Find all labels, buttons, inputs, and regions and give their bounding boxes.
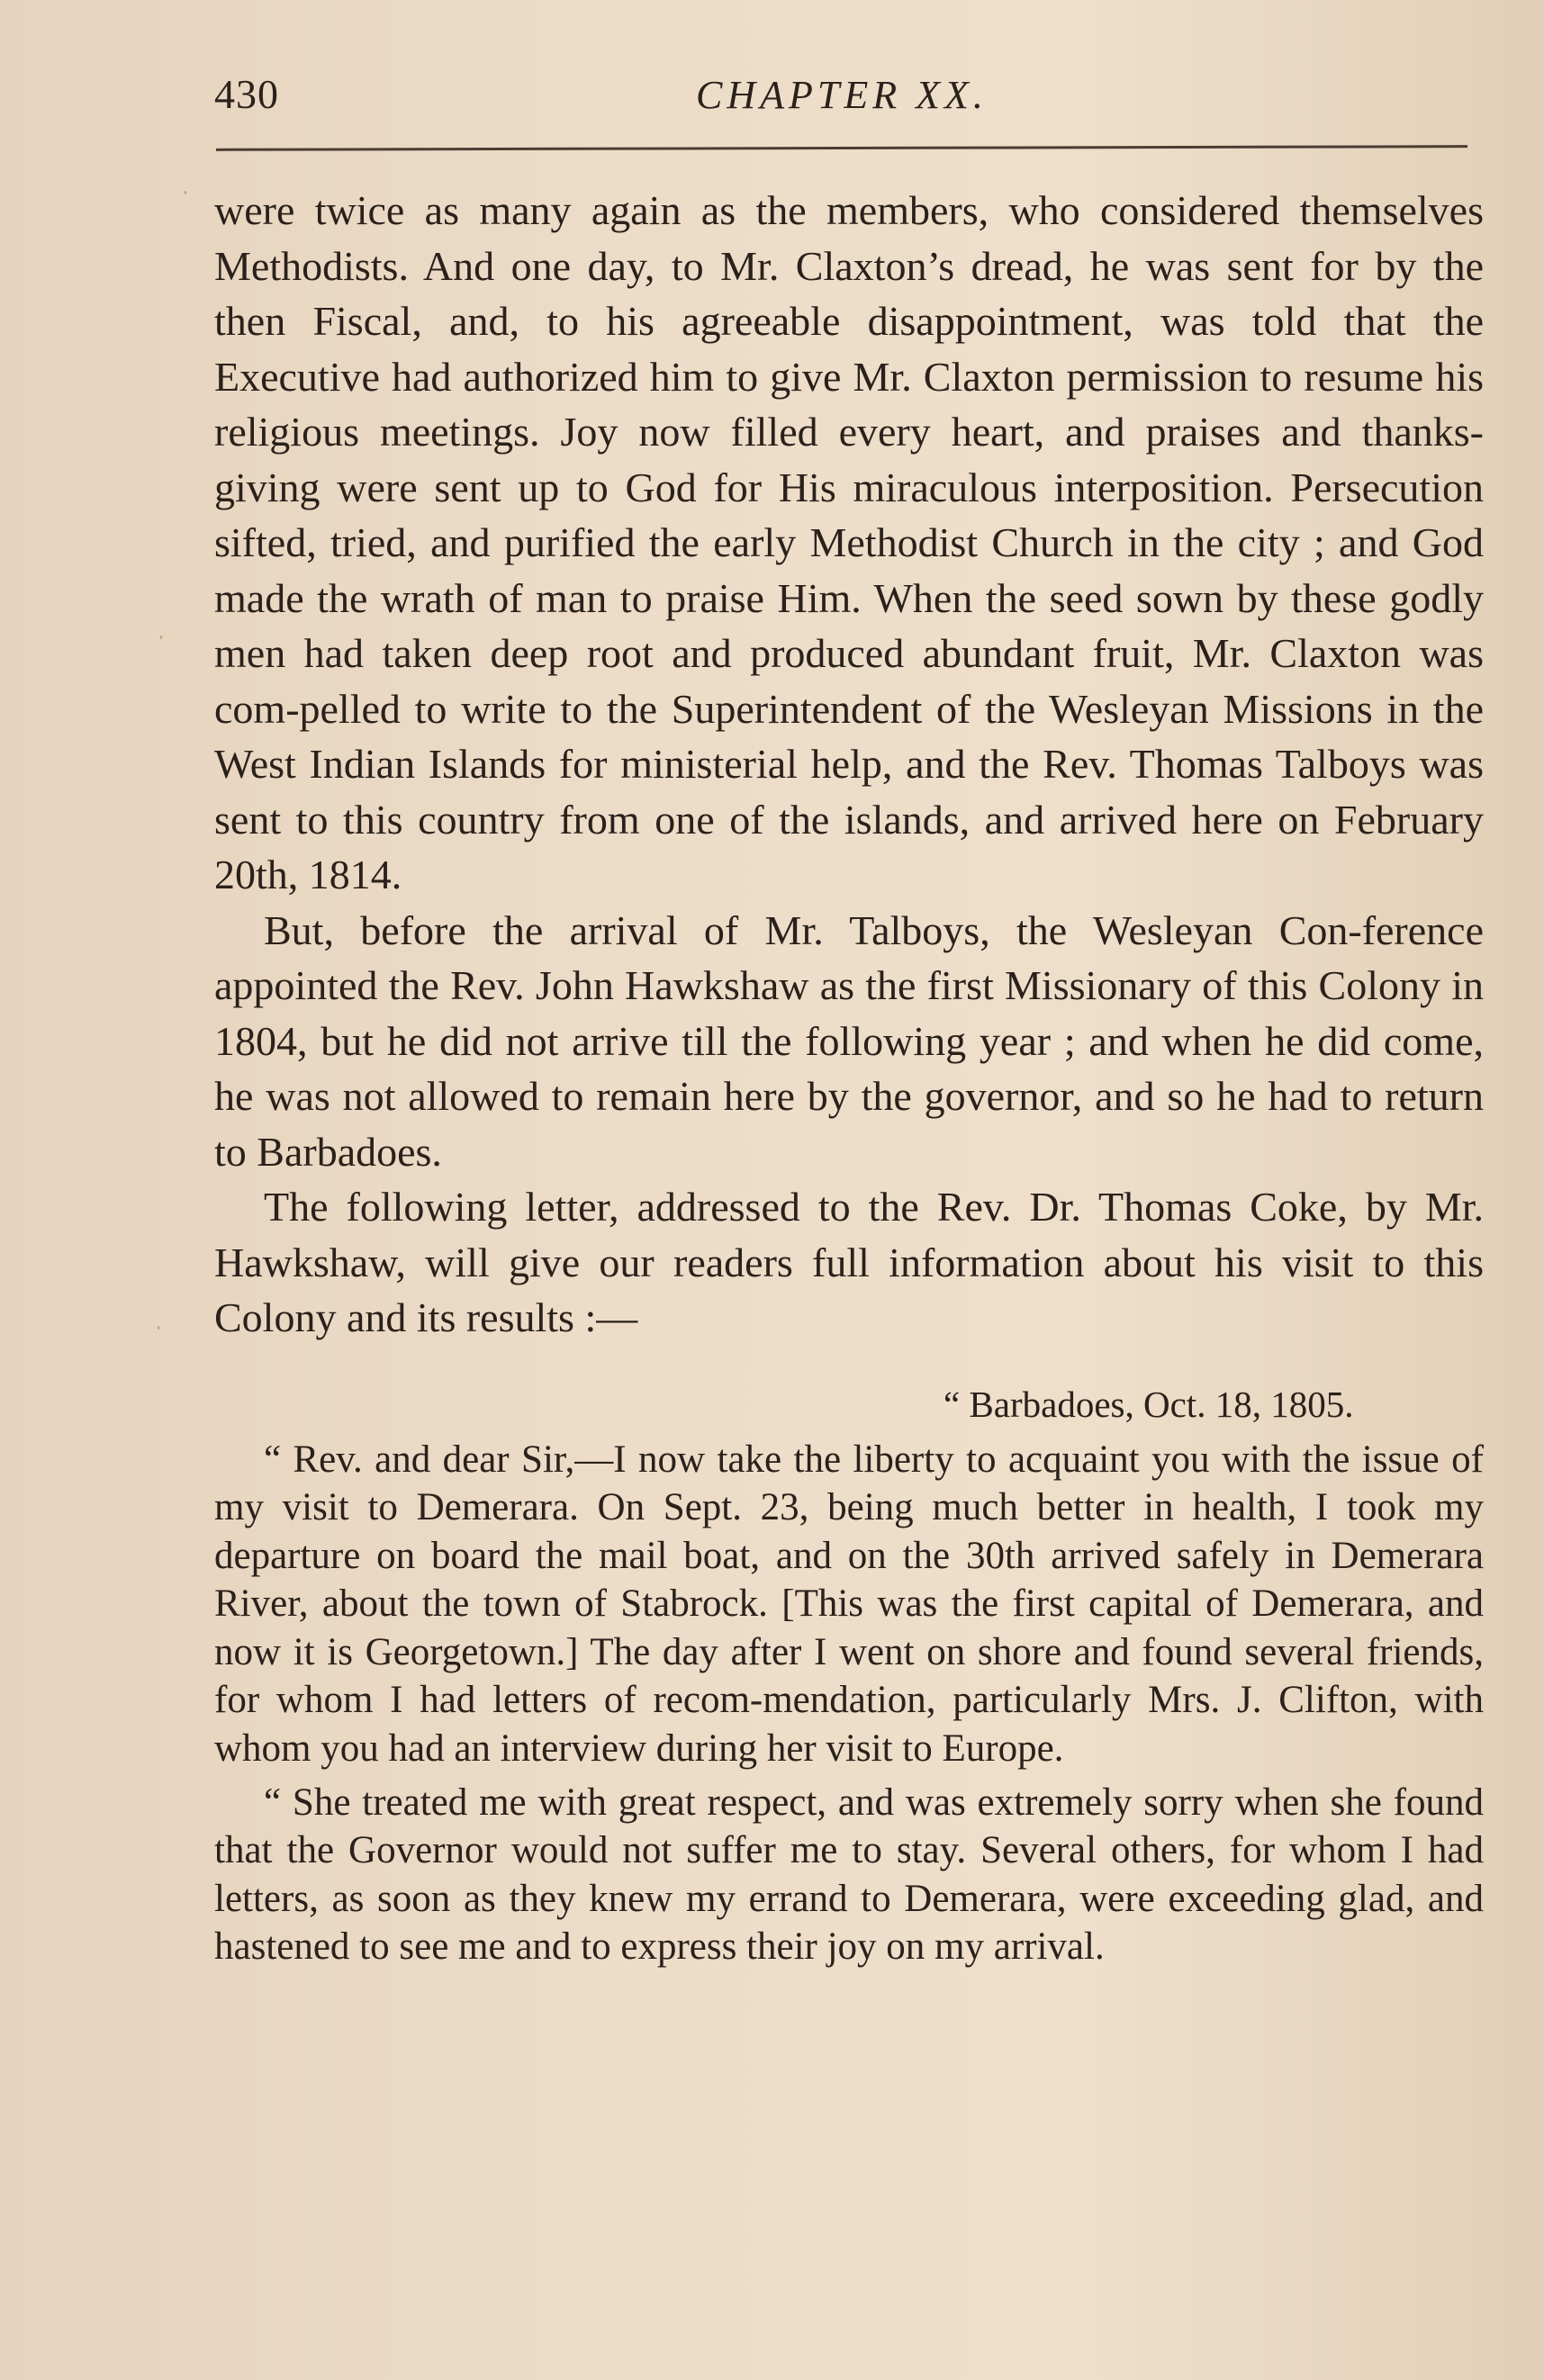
page-header bbox=[214, 70, 1475, 133]
paper-speck bbox=[158, 1326, 159, 1330]
letter-paragraph: “ She treated me with great respect, and was extremely sorry when she found that the Governor would not suffer me to stay. Several others, for whom I had letters, as soon as they knew my errand to Demerara, were exceeding glad, and hastened to see me and to express their joy on my arrival. bbox=[214, 1780, 1484, 1969]
chapter-title: CHAPTER XX. bbox=[696, 73, 988, 117]
letter-dateline: “ Barbadoes, Oct. 18, 1805. bbox=[944, 1383, 1354, 1425]
page-number: 430 bbox=[214, 71, 279, 117]
body-text bbox=[214, 183, 1484, 1971]
paper-speck bbox=[160, 636, 162, 639]
paragraph-continuation: were twice as many again as the members, who considered themselves Methodists. And one day, to Mr. Claxton’s dread, he was sent for by the then Fiscal, and, to his agreeable disappointment, was told that the Executive had authorized him to give Mr. Claxton permission to resume his religious meetings. Joy now filled every heart, and praises and thanks-giving were sent up to God for His miraculous interposition. Persecution sifted, tried, and purified the early Methodist Church in the city ; and God made the wrath of man to praise Him. When the seed sown by these godly men had taken deep root and produced abundant fruit, Mr. Claxton was com-pelled to write to the Superintendent of the Wesleyan Missions in the West Indian Islands for ministerial help, and the Rev. Thomas Talboys was sent to this country from one of the islands, and arrived here on February 20th, 1814. bbox=[214, 187, 1484, 897]
letter-paragraph: “ Rev. and dear Sir,—I now take the liberty to acquaint you with the issue of my visit to Demerara. On Sept. 23, being much better in health, I took my departure on board the mail boat, and on the 30th arrived safely in Demerara River, about the town of Stabrock. [This was the first capital of Demerara, and now it is Georgetown.] The day after I went on shore and found several friends, for whom I had letters of recom-mendation, particularly Mrs. J. Clifton, with whom you had an interview during her visit to Europe. bbox=[214, 1438, 1484, 1771]
header-rule bbox=[216, 145, 1467, 151]
paragraph-letter-intro: The following letter, addressed to the Rev. Dr. Thomas Coke, by Mr. Hawkshaw, will give our readers full information about his visit to this Colony and its results :— bbox=[214, 1184, 1484, 1340]
paper-speck bbox=[185, 191, 186, 194]
paragraph-hawkshaw-appointment: But, before the arrival of Mr. Talboys, the Wesleyan Con-ference appointed the Rev. John Hawkshaw as the first Missionary of this Colony in 1804, but he did not arrive till the following year ; and when he did come, he was not allowed to remain here by the governor, and so he had to return to Barbadoes. bbox=[214, 906, 1484, 1175]
